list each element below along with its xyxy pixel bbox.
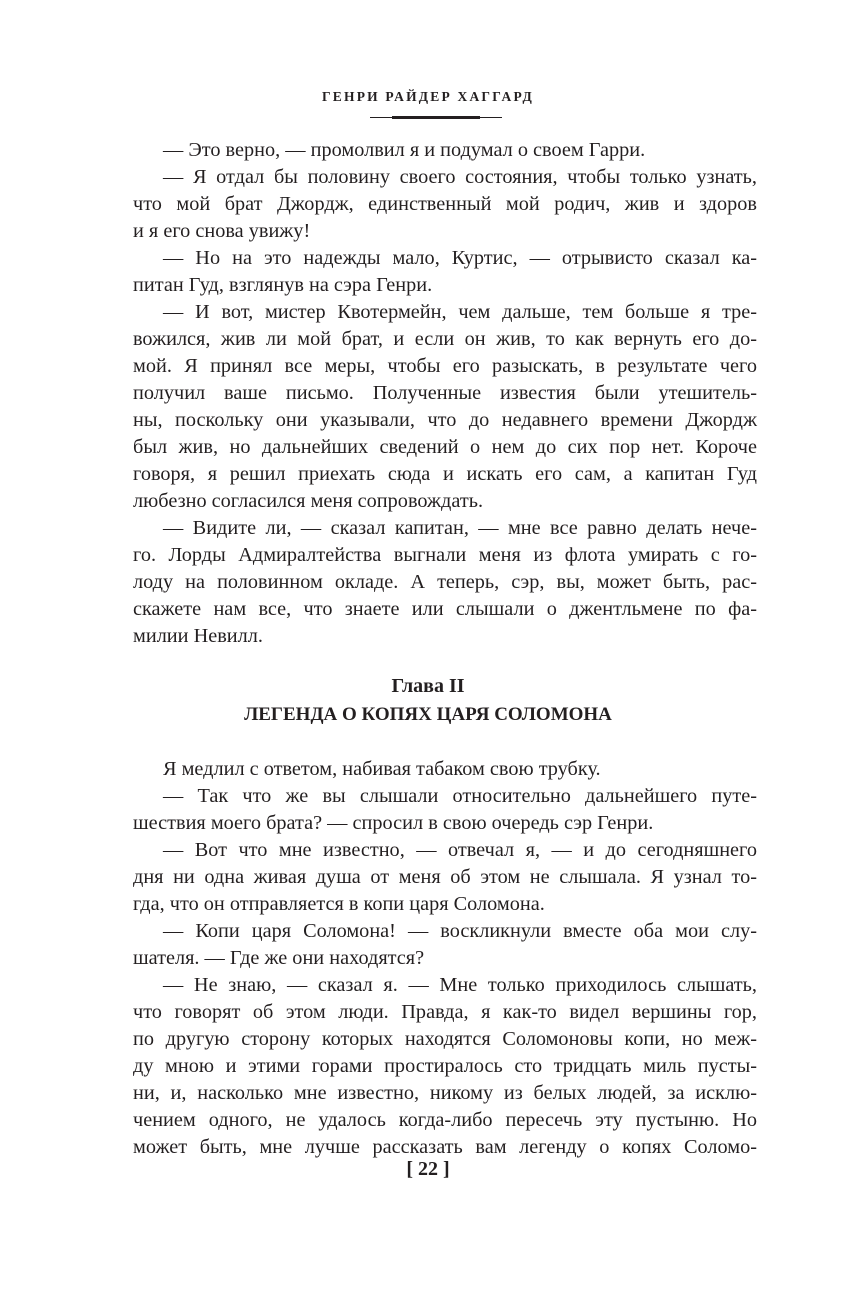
- paragraph: [133, 972, 757, 1161]
- text-line: что говорят об этом люди. Правда, я как-то видел вершины гор,: [133, 1001, 757, 1023]
- text-line: может быть, мне лучше рассказать вам легенду о копях Соломо-: [133, 1136, 757, 1158]
- paragraph: [133, 299, 757, 515]
- text-line: мой. Я принял все меры, чтобы его разыскать, в результате чего: [133, 355, 757, 377]
- text-line: — Это верно, — промолвил я и подумал о своем Гарри.: [163, 139, 646, 161]
- text-line: — И вот, мистер Квотермейн, чем дальше, тем больше я тре-: [163, 301, 757, 323]
- chapter-title: ЛЕГЕНДА О КОПЯХ ЦАРЯ СОЛОМОНА: [244, 704, 612, 725]
- text-line: милии Невилл.: [133, 625, 263, 647]
- text-line: — Я отдал бы половину своего состояния, чтобы только узнать,: [163, 166, 757, 188]
- text-line: шествия моего брата? — спросил в свою очередь сэр Генри.: [133, 812, 654, 834]
- paragraph: [133, 245, 757, 299]
- header-rule-thick: [392, 116, 480, 119]
- text-line: ны, поскольку они указывали, что до недавнего времени Джордж: [133, 409, 757, 431]
- text-line: — Не знаю, — сказал я. — Мне только приходилось слышать,: [163, 974, 757, 996]
- text-line: шателя. — Где же они находятся?: [133, 947, 425, 969]
- text-line: был жив, но дальнейших сведений о нем до сих пор нет. Короче: [133, 436, 757, 458]
- text-line: скажете нам все, что знаете или слышали о джентльмене по фа-: [133, 598, 757, 620]
- text-line: по другую сторону которых находятся Соломоновы копи, но меж-: [133, 1028, 757, 1050]
- text-block-chapter-body: [133, 756, 757, 1161]
- text-line: чением одного, не удалось когда-либо пересечь эту пустыню. Но: [133, 1109, 757, 1131]
- running-head: ГЕНРИ РАЙДЕР ХАГГАРД: [322, 89, 534, 104]
- paragraph: [133, 837, 757, 918]
- paragraph: [133, 783, 757, 837]
- chapter-number: Глава II: [391, 675, 465, 697]
- text-line: ду мною и этими горами простиралось сто тридцать миль пусты-: [133, 1055, 757, 1077]
- paragraph: [133, 515, 757, 650]
- text-line: — Но на это надежды мало, Куртис, — отрывисто сказал ка-: [163, 247, 757, 269]
- text-line: — Так что же вы слышали относительно дальнейшего путе-: [163, 785, 757, 807]
- text-line: — Вот что мне известно, — отвечал я, — и до сегодняшнего: [163, 839, 757, 861]
- text-block-before-chapter: [133, 137, 757, 650]
- page-number: [ 22 ]: [406, 1158, 450, 1180]
- paragraph: [133, 918, 757, 972]
- text-line: и я его снова увижу!: [133, 220, 311, 242]
- paragraph: [133, 164, 757, 245]
- text-line: гда, что он отправляется в копи царя Соломона.: [133, 893, 545, 915]
- text-line: получил ваше письмо. Полученные известия были утешитель-: [133, 382, 757, 404]
- text-line: питан Гуд, взглянув на сэра Генри.: [133, 274, 433, 296]
- text-line: лоду на половинном окладе. А теперь, сэр, вы, может быть, рас-: [133, 571, 757, 593]
- text-line: — Видите ли, — сказал капитан, — мне все равно делать нече-: [163, 517, 757, 539]
- text-line: ни, и, насколько мне известно, никому из белых людей, за исклю-: [133, 1082, 757, 1104]
- text-line: Я медлил с ответом, набивая табаком свою трубку.: [163, 758, 601, 780]
- text-line: говоря, я решил приехать сюда и искать его сам, а капитан Гуд: [133, 463, 757, 485]
- paragraph: [133, 137, 757, 164]
- paragraph: [133, 756, 757, 783]
- text-line: вожился, жив ли мой брат, и если он жив, то как вернуть его до-: [133, 328, 757, 350]
- text-line: дня ни одна живая душа от меня об этом не слышала. Я узнал то-: [133, 866, 757, 888]
- text-line: что мой брат Джордж, единственный мой родич, жив и здоров: [133, 193, 757, 215]
- text-line: — Копи царя Соломона! — воскликнули вместе оба мои слу-: [163, 920, 757, 942]
- text-line: любезно согласился меня сопровождать.: [133, 490, 484, 512]
- text-line: го. Лорды Адмиралтейства выгнали меня из флота умирать с го-: [133, 544, 757, 566]
